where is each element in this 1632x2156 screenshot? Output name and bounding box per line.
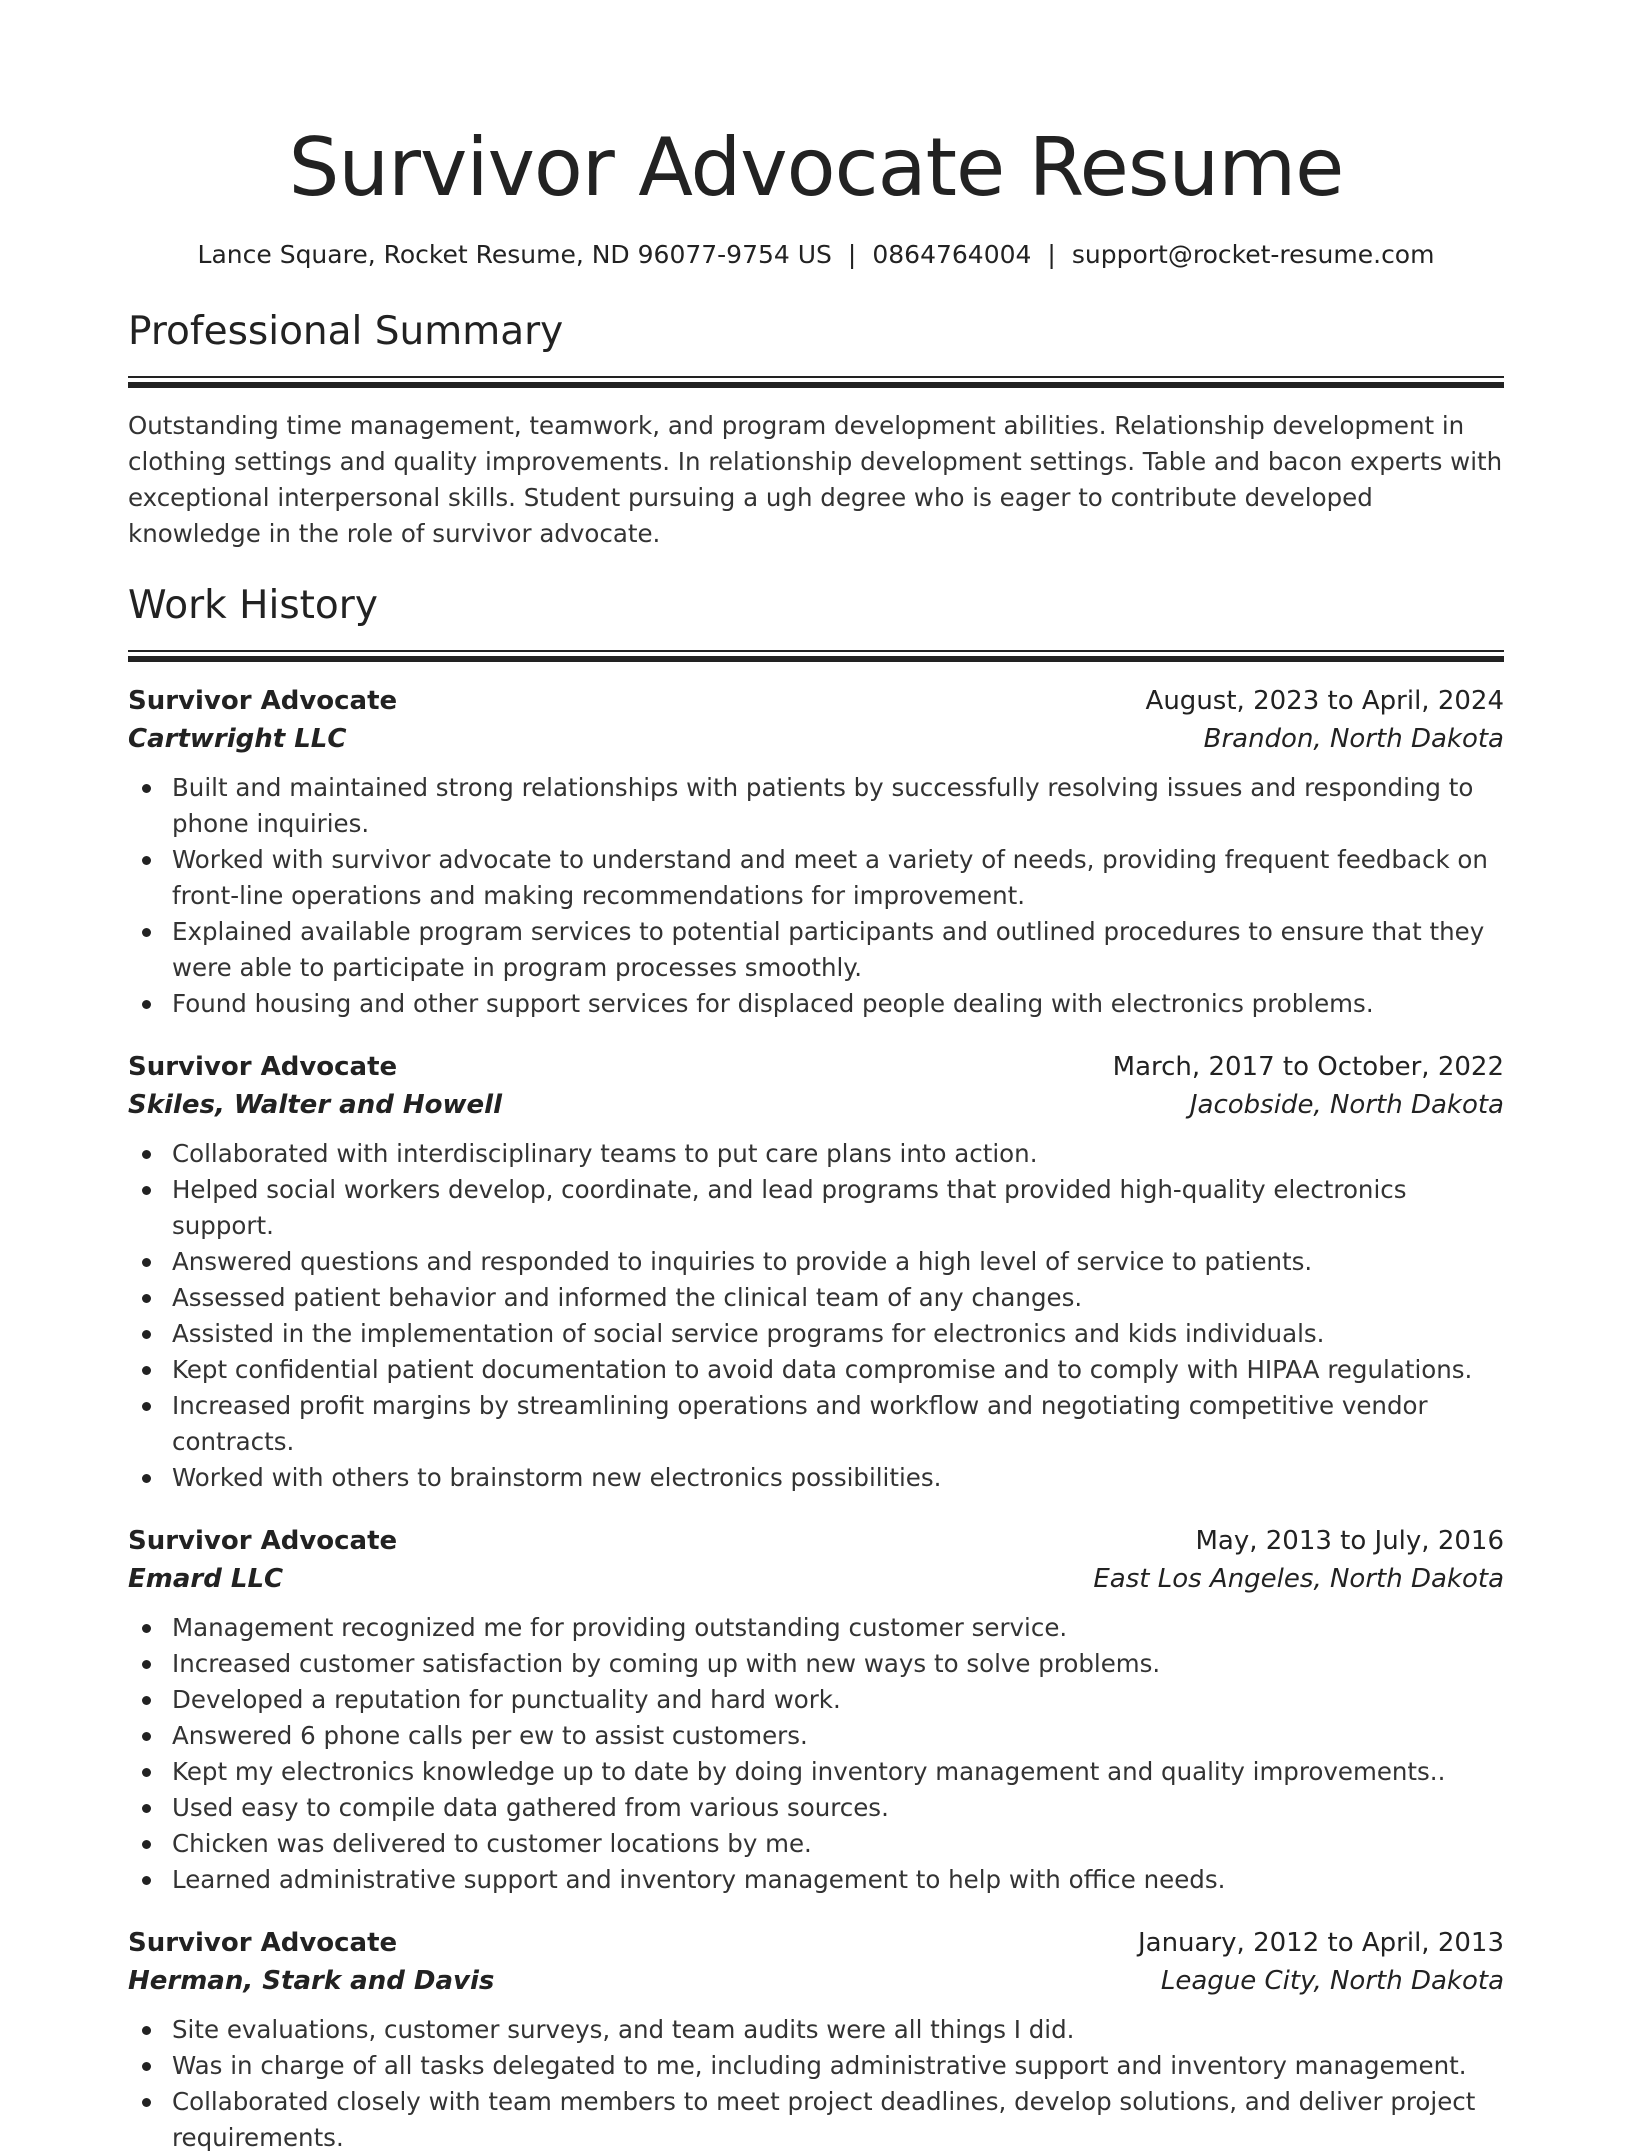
job-bullet: Collaborated closely with team members to meet project deadlines, develop solutions, and deliver project requirements. <box>172 2084 1504 2156</box>
job-bullet: Answered questions and responded to inquiries to provide a high level of service to patients. <box>172 1244 1504 1280</box>
job-header-row <box>128 1048 1504 1086</box>
job-entry <box>128 1522 1504 1898</box>
job-entry <box>128 682 1504 1022</box>
job-company: Skiles, Walter and Howell <box>128 1090 503 1120</box>
contact-line <box>128 238 1504 272</box>
job-company-row <box>128 1962 1504 2000</box>
job-bullet: Found housing and other support services for displaced people dealing with electronics problems. <box>172 986 1504 1022</box>
job-bullet: Assessed patient behavior and informed the clinical team of any changes. <box>172 1280 1504 1316</box>
job-location: Jacobside, North Dakota <box>1189 1090 1504 1120</box>
contact-separator: | <box>1047 240 1056 269</box>
job-dates: January, 2012 to April, 2013 <box>1137 1928 1504 1958</box>
job-location: Brandon, North Dakota <box>1203 724 1504 754</box>
job-bullet: Collaborated with interdisciplinary teams to put care plans into action. <box>172 1136 1504 1172</box>
job-dates: March, 2017 to October, 2022 <box>1112 1052 1504 1082</box>
job-bullet: Site evaluations, customer surveys, and team audits were all things I did. <box>172 2012 1504 2048</box>
summary-text: Outstanding time management, teamwork, and program development abilities. Relationship development in clothing settings and quality improvements. In relationship development settings. Table and bacon experts with exceptional interpersonal skills. Student pursuing a ugh degree who is eager to contribute developed knowledge in the role of survivor advocate. <box>128 411 1503 548</box>
job-entry <box>128 1048 1504 1496</box>
job-company-row <box>128 1086 1504 1124</box>
contact-email[interactable]: support@rocket-resume.com <box>1071 240 1435 269</box>
professional-summary-section <box>128 306 1504 552</box>
job-bullet: Used easy to compile data gathered from various sources. <box>172 1790 1504 1826</box>
section-divider <box>128 376 1504 388</box>
job-bullet-list <box>128 1136 1504 1496</box>
job-entry <box>128 1924 1504 2156</box>
work-history-section <box>128 580 1504 2156</box>
job-location: League City, North Dakota <box>1160 1966 1504 1996</box>
job-company: Herman, Stark and Davis <box>128 1966 495 1996</box>
job-bullet: Was in charge of all tasks delegated to me, including administrative support and inventory management. <box>172 2048 1504 2084</box>
job-bullet: Learned administrative support and inventory management to help with office needs. <box>172 1862 1504 1898</box>
job-bullet: Developed a reputation for punctuality and hard work. <box>172 1682 1504 1718</box>
job-bullet: Chicken was delivered to customer locations by me. <box>172 1826 1504 1862</box>
section-heading-summary: Professional Summary <box>128 309 564 354</box>
job-dates: August, 2023 to April, 2024 <box>1145 686 1504 716</box>
job-bullet: Built and maintained strong relationships with patients by successfully resolving issues and responding to phone inquiries. <box>172 770 1504 842</box>
resume-page <box>128 0 1504 2156</box>
job-bullet: Kept confidential patient documentation to avoid data compromise and to comply with HIPAA regulations. <box>172 1352 1504 1388</box>
contact-separator: | <box>847 240 857 269</box>
job-company-row <box>128 720 1504 758</box>
job-header-row <box>128 682 1504 720</box>
job-list <box>128 682 1504 2156</box>
job-bullet-list <box>128 2012 1504 2156</box>
job-bullet: Explained available program services to potential participants and outlined procedures to ensure that they were able to participate in program processes smoothly. <box>172 914 1504 986</box>
job-bullet: Increased profit margins by streamlining operations and workflow and negotiating competitive vendor contracts. <box>172 1388 1504 1460</box>
job-bullet: Management recognized me for providing outstanding customer service. <box>172 1610 1504 1646</box>
job-bullet: Kept my electronics knowledge up to date by doing inventory management and quality improvements.. <box>172 1754 1504 1790</box>
job-title: Survivor Advocate <box>128 686 398 716</box>
job-header-row <box>128 1924 1504 1962</box>
section-divider <box>128 650 1504 662</box>
job-bullet: Assisted in the implementation of social service programs for electronics and kids individuals. <box>172 1316 1504 1352</box>
job-bullet: Worked with survivor advocate to understand and meet a variety of needs, providing frequent feedback on front-line operations and making recommendations for improvement. <box>172 842 1504 914</box>
contact-phone: 0864764004 <box>872 240 1032 269</box>
job-company-row <box>128 1560 1504 1598</box>
job-company: Emard LLC <box>128 1564 284 1594</box>
job-location: East Los Angeles, North Dakota <box>1093 1564 1504 1594</box>
job-bullet: Increased customer satisfaction by coming up with new ways to solve problems. <box>172 1646 1504 1682</box>
job-bullet-list <box>128 1610 1504 1898</box>
job-bullet-list <box>128 770 1504 1022</box>
resume-title: Survivor Advocate Resume <box>288 121 1344 214</box>
contact-address: Lance Square, Rocket Resume, ND 96077-9754 US <box>197 240 832 269</box>
job-dates: May, 2013 to July, 2016 <box>1195 1526 1504 1556</box>
job-header-row <box>128 1522 1504 1560</box>
job-bullet: Helped social workers develop, coordinate, and lead programs that provided high-quality electronics support. <box>172 1172 1504 1244</box>
job-title: Survivor Advocate <box>128 1052 398 1082</box>
job-company: Cartwright LLC <box>128 724 347 754</box>
section-heading-work-history: Work History <box>128 583 378 628</box>
job-title: Survivor Advocate <box>128 1928 398 1958</box>
job-title: Survivor Advocate <box>128 1526 398 1556</box>
job-bullet: Answered 6 phone calls per ew to assist customers. <box>172 1718 1504 1754</box>
job-bullet: Worked with others to brainstorm new electronics possibilities. <box>172 1460 1504 1496</box>
